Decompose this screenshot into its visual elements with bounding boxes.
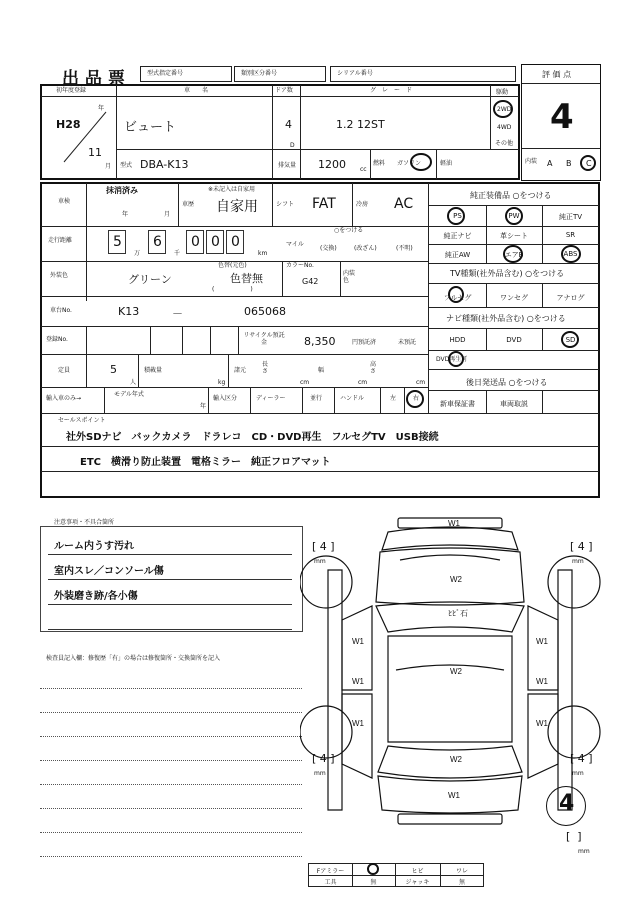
w2-hood-label: W2 <box>450 575 462 584</box>
w1-right-rear: W1 <box>536 719 548 728</box>
w1-rear-label: W1 <box>448 791 460 800</box>
chip-label: ﾋﾋﾞ石 <box>448 609 468 618</box>
first-reg-month: 11 <box>88 146 102 159</box>
equip-tv: 純正TV <box>558 213 583 221</box>
navi-dvd: DVD <box>506 336 522 344</box>
ps-circle <box>447 207 465 225</box>
score-label: 評 価 点 <box>542 70 572 79</box>
inspector-line <box>40 760 302 761</box>
mileage-digit: 0 <box>186 230 204 254</box>
equip-abs: ABS <box>563 250 578 258</box>
door-count: 4 <box>285 118 292 131</box>
diagonal-divider <box>60 110 110 165</box>
equip-leather: 革シート <box>500 232 528 240</box>
inspector-line <box>40 688 302 689</box>
mileage-digit: 6 <box>148 230 166 254</box>
sd-circle <box>561 331 579 348</box>
equip-ps: PS <box>453 212 462 220</box>
field-serial-number: シリアル番号 <box>330 66 516 82</box>
tread-unit: mm <box>314 558 326 565</box>
first-reg-label: 初年度登録 <box>56 87 87 94</box>
tv-analog: アナログ <box>556 294 585 302</box>
ac-type: AC <box>394 196 414 212</box>
inspection-status: 抹消済み <box>106 186 138 195</box>
model-code: DBA-K13 <box>140 158 189 171</box>
chassis-prefix: K13 <box>118 305 140 318</box>
equip-navi: 純正ナビ <box>443 232 472 240</box>
inspector-label: 検査員記入欄：修復歴「有」の場合は修復箇所・交換箇所を記入 <box>46 655 221 662</box>
w2-trunk-label: W2 <box>450 755 462 764</box>
equip-airbag: エアB <box>504 251 524 259</box>
shift-type: FAT <box>312 196 336 212</box>
tread-unit: mm <box>572 558 584 565</box>
field-class-number: 類別区分番号 <box>234 66 326 82</box>
form-title: 出 品 票 <box>62 69 125 89</box>
first-reg-year: H28 <box>56 118 81 131</box>
later-manual: 車両取説 <box>500 400 528 408</box>
note-item: 室内スレ／コンソール傷 <box>54 566 164 577</box>
fuel-circle <box>410 153 432 171</box>
airbag-circle <box>503 245 523 263</box>
note-item: ルーム内うす汚れ <box>54 541 134 552</box>
w1-right-front: W1 <box>536 637 548 646</box>
mileage-digit: 0 <box>206 230 224 254</box>
inspector-line <box>40 832 302 833</box>
tread-unit: mm <box>314 770 326 777</box>
w2-roof-label: W2 <box>450 667 462 676</box>
note-underline <box>48 629 292 630</box>
tv-oneseg: ワンセグ <box>500 294 528 302</box>
usage-history: 自家用 <box>216 199 258 215</box>
recycle-fee: 8,350 <box>304 335 336 348</box>
inspector-line <box>40 808 302 809</box>
tread-unit: mm <box>572 770 584 777</box>
abs-circle <box>561 245 581 263</box>
blank-marker-bracket: [ ] <box>566 830 582 843</box>
sales-line-2: ETC 横滑り防止装置 電格ミラー 純正フロアマット <box>80 457 331 468</box>
passenger-capacity: 5 <box>110 363 117 376</box>
mileage-digit: 5 <box>108 230 126 254</box>
inspector-line <box>40 784 302 785</box>
note-underline <box>48 604 292 605</box>
color-number: G42 <box>302 277 319 286</box>
exterior-color: グリーン <box>128 273 172 286</box>
later-warranty: 新車保証書 <box>440 400 475 408</box>
interior-grade-circle <box>580 155 596 171</box>
chassis-number: 065068 <box>244 305 286 318</box>
equip-aw: 純正AW <box>444 251 471 259</box>
inspector-line <box>40 712 302 713</box>
w1-left-rear: W1 <box>352 719 364 728</box>
mirror-circle <box>367 863 379 875</box>
displacement: 1200 <box>318 158 346 171</box>
drive-2wd: 2WD <box>497 106 512 113</box>
equip-pw: PW <box>508 212 520 220</box>
tv-fullseg: フルセグ <box>443 294 472 302</box>
note-underline <box>48 554 292 555</box>
note-item: 外装磨き跡/各小傷 <box>54 591 138 602</box>
inspector-line <box>40 736 302 737</box>
dvd-play-circle <box>448 351 464 367</box>
field-type-number: 型式指定番号 <box>140 66 232 82</box>
mileage-digit: 0 <box>226 230 244 254</box>
equip-sr: SR <box>565 231 576 239</box>
w1-left-front: W1 <box>352 637 364 646</box>
score-circle-bottom: 4 <box>546 786 586 826</box>
grade: 1.2 12ST <box>336 118 385 131</box>
repaint-status: 色替無 <box>230 272 263 285</box>
sales-line-1: 社外SDナビ バックカメラ ドラレコ CD・DVD再生 フルセグTV USB接続 <box>66 432 439 443</box>
w1-right-mid: W1 <box>536 677 548 686</box>
fuel-gasoline: ガソリン <box>397 160 422 167</box>
tread-depth-marker: [ 4 ] <box>570 752 593 765</box>
navi-sd: SD <box>565 336 576 344</box>
handle-right-circle <box>406 390 424 408</box>
tread-depth-marker: [ 4 ] <box>570 540 593 553</box>
dvd-playback: DVD再生可 <box>436 356 468 363</box>
note-underline <box>48 579 292 580</box>
car-name: ビュート <box>124 120 177 135</box>
tread-depth-marker: [ 4 ] <box>312 752 335 765</box>
navi-hdd: HDD <box>449 336 466 344</box>
w1-left-mid: W1 <box>352 677 364 686</box>
pw-circle <box>505 207 523 225</box>
w1-front-label: W1 <box>448 519 460 528</box>
fullseg-circle <box>448 286 464 303</box>
inspector-line <box>40 856 302 857</box>
score-value: 4 <box>550 97 574 137</box>
drive-2wd-circle <box>493 100 513 118</box>
tread-depth-marker: [ 4 ] <box>312 540 335 553</box>
